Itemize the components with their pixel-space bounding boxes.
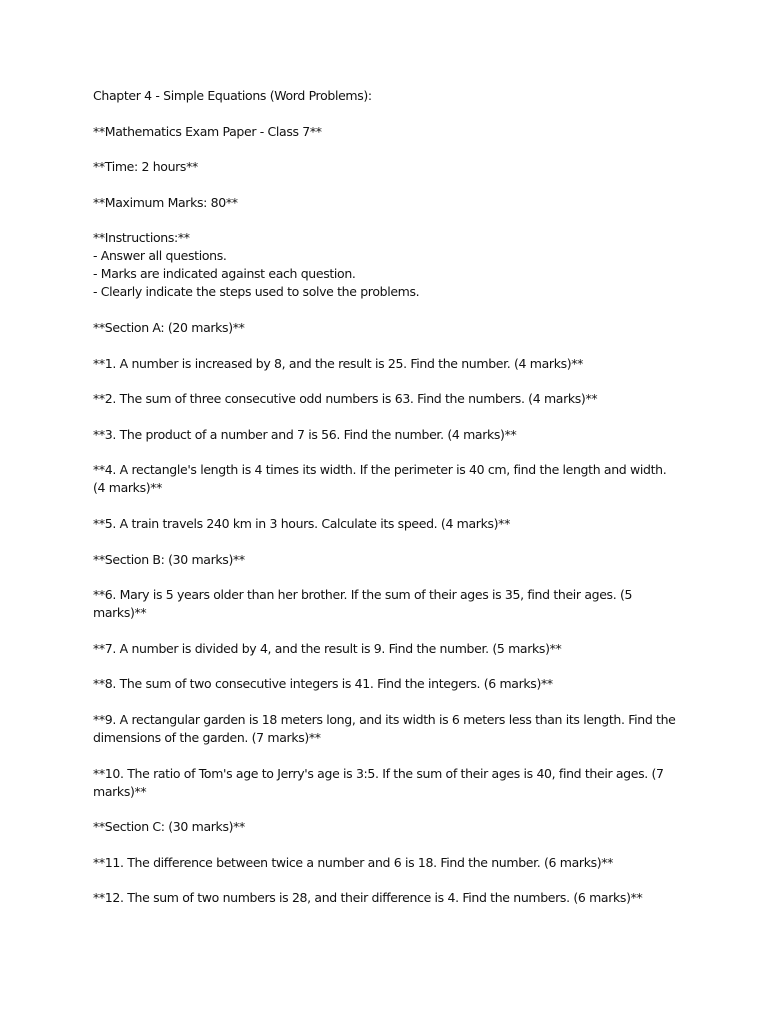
instruction-item: - Answer all questions. [93, 248, 227, 264]
question-6: **6. Mary is 5 years older than her brother. If the sum of their ages is 35, find their ages. (5 marks)** [93, 587, 633, 621]
exam-time: **Time: 2 hours** [93, 159, 198, 175]
question-9: **9. A rectangular garden is 18 meters long, and its width is 6 meters less than its length. Find the dimensions of the garden. (7 marks)** [93, 711, 676, 745]
instruction-item: - Marks are indicated against each question. [93, 266, 356, 282]
section-a-heading: **Section A: (20 marks)** [93, 319, 245, 335]
question-3: **3. The product of a number and 7 is 56. Find the number. (4 marks)** [93, 426, 517, 442]
instructions-block [93, 229, 678, 301]
question-5: **5. A train travels 240 km in 3 hours. Calculate its speed. (4 marks)** [93, 515, 510, 531]
question-7: **7. A number is divided by 4, and the result is 9. Find the number. (5 marks)** [93, 640, 562, 656]
question-12: **12. The sum of two numbers is 28, and their difference is 4. Find the numbers. (6 marks)** [93, 890, 643, 906]
section-c-heading: **Section C: (30 marks)** [93, 819, 245, 835]
document-body [93, 87, 678, 925]
question-2: **2. The sum of three consecutive odd numbers is 63. Find the numbers. (4 marks)** [93, 391, 598, 407]
question-10: **10. The ratio of Tom's age to Jerry's age is 3:5. If the sum of their ages is 40, find their ages. (7 marks)** [93, 765, 664, 799]
chapter-title: Chapter 4 - Simple Equations (Word Problems): [93, 88, 372, 103]
question-1: **1. A number is increased by 8, and the result is 25. Find the number. (4 marks)** [93, 355, 584, 371]
question-11: **11. The difference between twice a number and 6 is 18. Find the number. (6 marks)** [93, 854, 614, 870]
exam-title: **Mathematics Exam Paper - Class 7** [93, 123, 322, 139]
instruction-item: - Clearly indicate the steps used to solve the problems. [93, 284, 420, 300]
question-8: **8. The sum of two consecutive integers is 41. Find the integers. (6 marks)** [93, 676, 553, 692]
question-4: **4. A rectangle's length is 4 times its width. If the perimeter is 40 cm, find the length and width. (4 marks)** [93, 462, 667, 496]
section-b-heading: **Section B: (30 marks)** [93, 551, 245, 567]
maximum-marks: **Maximum Marks: 80** [93, 194, 238, 210]
instructions-heading: **Instructions:** [93, 230, 190, 246]
